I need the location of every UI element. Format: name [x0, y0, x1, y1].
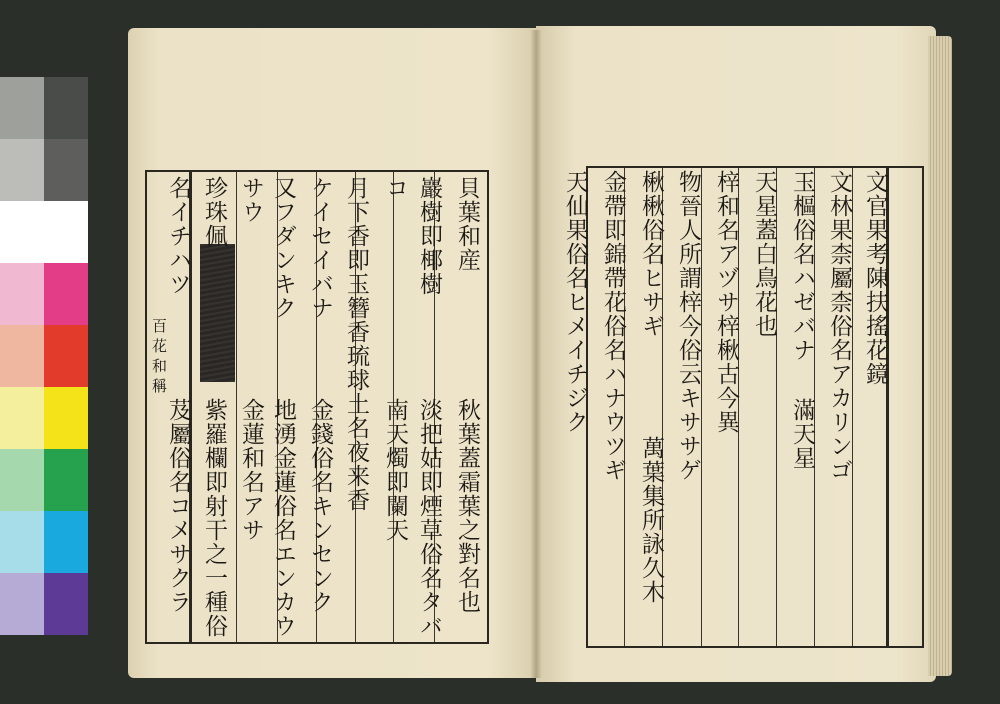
text-column: 貝葉和産 — [454, 176, 480, 272]
color-patch — [44, 387, 88, 449]
text-column: 月下香即玉簪香琉球土名夜来香 — [343, 176, 369, 512]
color-patch — [44, 263, 88, 325]
text-column-lower: 萬葉集所詠久木 — [638, 436, 664, 604]
color-patch — [44, 449, 88, 511]
color-patch — [44, 325, 88, 387]
text-column: 又フダンキク — [270, 176, 296, 320]
marginal-label: 百 — [150, 318, 168, 334]
text-column: 金帶即錦帶花俗名ハナウツギ — [600, 170, 626, 482]
text-column: 梓和名アヅサ梓楸古今異 — [713, 170, 739, 434]
color-patch — [44, 201, 88, 263]
text-column: 楸楸俗名ヒサギ — [638, 170, 664, 338]
text-column-lower: 芨屬俗名コメサクラ — [165, 398, 191, 614]
text-column-lower: 金錢俗名キンセンク — [307, 398, 333, 614]
color-patch — [0, 573, 44, 635]
text-column-lower: 金蓮和名アサ — [238, 398, 264, 542]
text-column: コ — [382, 176, 408, 200]
book-gutter — [530, 30, 542, 678]
text-column: 天仙果俗名ヒメイチジク — [562, 170, 588, 434]
text-column: 文林果柰屬柰俗名アカリンゴ — [826, 170, 852, 482]
text-column: サウ — [238, 176, 264, 224]
marginal-label: 和 — [150, 358, 168, 374]
page-stack-edge — [928, 36, 952, 676]
text-column: 文官果考陳扶搖花鏡 — [862, 170, 888, 386]
text-column-lower: 滿天星 — [789, 398, 815, 470]
color-patch — [44, 77, 88, 139]
color-patch — [0, 449, 44, 511]
ink-blot — [200, 244, 235, 382]
text-column-lower: 南天燭即闌天 — [382, 398, 408, 542]
color-patch — [0, 263, 44, 325]
text-column: 巖樹即椰樹 — [416, 176, 442, 296]
text-column: 玉樞俗名ハゼバナ — [789, 170, 815, 362]
text-column-lower: 秋葉蓋霜葉之對名也 — [454, 398, 480, 614]
text-column: 物晉人所謂梓今俗云キササゲ — [675, 170, 701, 482]
color-patch — [0, 387, 44, 449]
color-patch — [0, 325, 44, 387]
color-patch — [0, 77, 44, 139]
color-calibration-target — [0, 77, 88, 635]
text-column: 天星蓋白鳥花也 — [751, 170, 777, 338]
marginal-label: 花 — [150, 338, 168, 354]
text-column-lower: 地湧金蓮俗名エンカウ — [270, 398, 296, 638]
text-column: 名イチハツ — [165, 176, 191, 296]
text-column: 珍珠佩 — [201, 176, 227, 248]
color-patch — [0, 511, 44, 573]
text-column-lower: 淡把姑即煙草俗名タバ — [416, 398, 442, 638]
color-patch — [0, 201, 44, 263]
color-patch — [44, 573, 88, 635]
text-column-lower: 紫羅欄即射干之一種俗 — [201, 398, 227, 638]
color-patch — [44, 139, 88, 201]
marginal-label: 稱 — [150, 378, 168, 394]
color-patch — [0, 139, 44, 201]
text-column: ケイセイバナ — [307, 176, 333, 320]
color-patch — [44, 511, 88, 573]
